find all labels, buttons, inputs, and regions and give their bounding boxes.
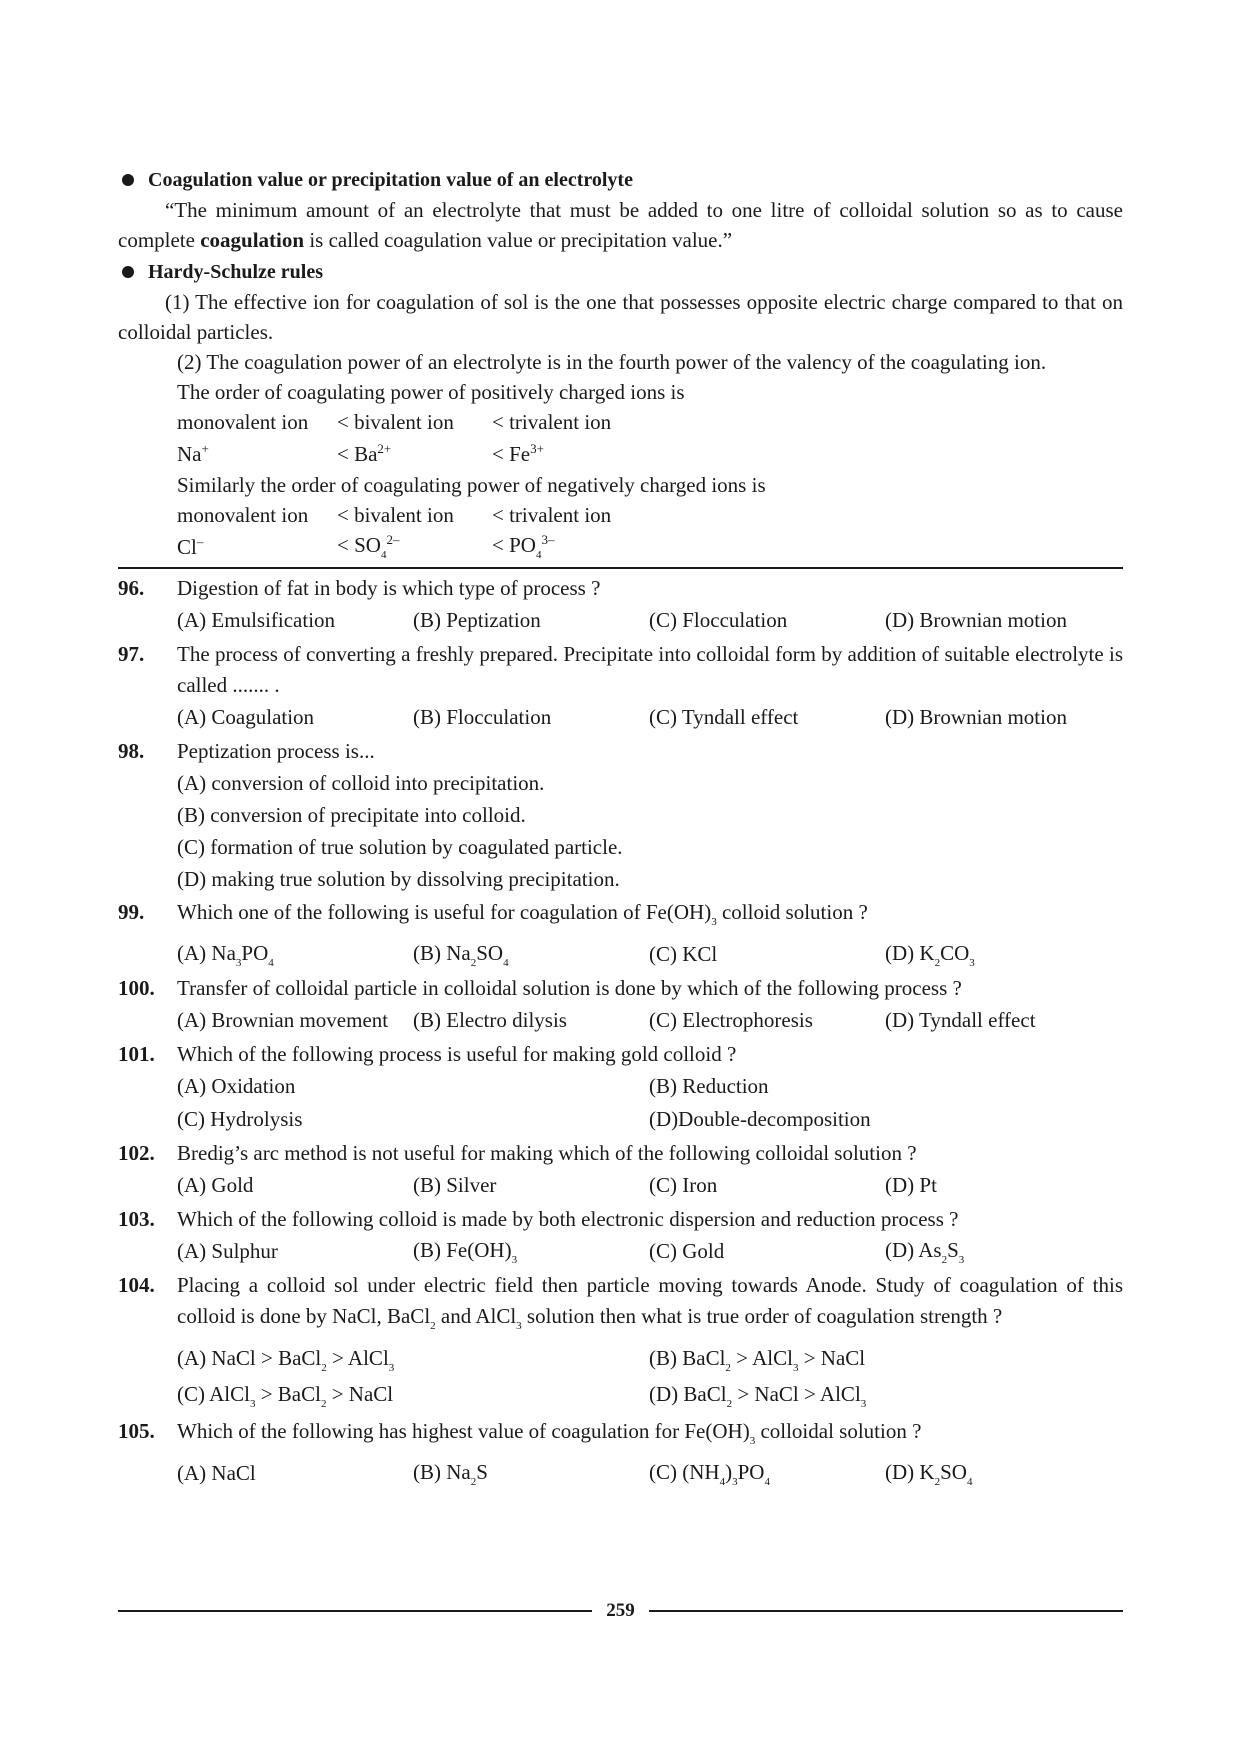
bullet-icon xyxy=(122,174,134,186)
question-96: 96. Digestion of fat in body is which type of process ? xyxy=(118,576,601,600)
option-a: (A) Gold xyxy=(177,1173,254,1197)
bullet-icon xyxy=(122,266,134,278)
question-103: 103. Which of the following colloid is made by both electronic dispersion and reduction process ? xyxy=(118,1207,959,1231)
negative-ions-intro: Similarly the order of coagulating power of negatively charged ions is xyxy=(177,473,766,497)
option-c: (C) Electrophoresis xyxy=(649,1008,813,1032)
option-a: (A) Sulphur xyxy=(177,1239,278,1263)
option-d: (D)Double-decomposition xyxy=(649,1107,871,1131)
option-a: (A) Brownian movement xyxy=(177,1008,389,1032)
negative-order-labels: monovalent ion < bivalent ion < trivalent ion xyxy=(177,502,612,527)
option-c: (C) AlCl$_3$ > BaCl$_2$ > NaCl xyxy=(177,1382,394,1410)
question-97-options xyxy=(118,701,1123,734)
option-a: (A) conversion of colloid into precipitation. xyxy=(177,771,545,795)
option-d: (D) Tyndall effect xyxy=(885,1008,1036,1032)
option-b: (B) BaCl$_2$ > AlCl$_3$ > NaCl xyxy=(649,1346,866,1374)
option-b: (B) Flocculation xyxy=(413,705,552,729)
option-b: (B) Reduction xyxy=(649,1074,769,1098)
question-96-options xyxy=(118,604,1123,637)
question-105: 105. Which of the following has highest value of coagulation for $Fe(OH)_3$ colloidal solution ? xyxy=(118,1419,922,1447)
question-105-options xyxy=(118,1457,1123,1490)
option-d: (D) Brownian motion xyxy=(885,608,1067,632)
question-101-options-row2 xyxy=(118,1103,1123,1136)
option-d: (D) BaCl$_2$ > NaCl > AlCl$_3$ xyxy=(649,1382,867,1410)
option-d: (D) $As_2S_3$ xyxy=(885,1237,965,1266)
option-b: (B) $Na_2S$ xyxy=(413,1459,488,1488)
page-content xyxy=(118,165,1123,1490)
positive-ions-intro: The order of coagulating power of positively charged ions is xyxy=(177,380,685,404)
option-c: (C) formation of true solution by coagulated particle. xyxy=(177,835,623,859)
option-a: (A) $Na_3PO_4$ xyxy=(177,940,274,969)
option-b: (B) $Fe(OH)_3$ xyxy=(413,1237,518,1266)
option-d: (D) Brownian motion xyxy=(885,705,1067,729)
question-97: 97. The process of converting a freshly prepared. Precipitate into colloidal form by addition of suitable electrolyte is called ....... . xyxy=(118,642,1123,697)
question-104-options-row1 xyxy=(118,1342,1123,1378)
option-d: (D) $K_2SO_4$ xyxy=(885,1459,973,1488)
section-divider xyxy=(118,567,1123,569)
section-heading-hardy-schulze: Hardy-Schulze rules xyxy=(118,257,1123,287)
negative-ions-row: Cl– < $SO_4^{2-}$ < $PO_4^{3-}$ xyxy=(177,532,555,561)
page-number: 259 xyxy=(606,1600,635,1621)
option-a: (A) NaCl > BaCl$_2$ > AlCl$_3$ xyxy=(177,1346,395,1374)
option-b: (B) $Na_2SO_4$ xyxy=(413,940,509,969)
option-b: (B) Peptization xyxy=(413,608,541,632)
option-c: (C) KCl xyxy=(649,942,718,966)
question-103-options xyxy=(118,1235,1123,1268)
question-101-options-row1 xyxy=(118,1070,1123,1103)
option-d: (D) $K_2CO_3$ xyxy=(885,940,975,969)
question-101: 101. Which of the following process is useful for making gold colloid ? xyxy=(118,1042,737,1066)
option-a: (A) Coagulation xyxy=(177,705,315,729)
option-d: (D) making true solution by dissolving precipitation. xyxy=(177,867,620,891)
question-104-options-row2 xyxy=(118,1378,1123,1414)
question-99-options xyxy=(118,938,1123,971)
question-99: 99. Which one of the following is useful for coagulation of $Fe(OH)_3$ colloid solution ? xyxy=(118,900,868,928)
footer-rule-right xyxy=(649,1610,1123,1612)
question-98: 98. Peptization process is... xyxy=(118,739,375,763)
rule-2: (2) The coagulation power of an electrolyte is in the fourth power of the valency of the coagulating ion. xyxy=(177,350,1047,374)
page-footer xyxy=(118,1600,1123,1622)
option-c: (C) Flocculation xyxy=(649,608,788,632)
option-c: (C) Tyndall effect xyxy=(649,705,799,729)
option-a: (A) Oxidation xyxy=(177,1074,296,1098)
option-b: (B) conversion of precipitate into colloid. xyxy=(177,803,526,827)
option-a: (A) Emulsification xyxy=(177,608,336,632)
question-100: 100. Transfer of colloidal particle in colloidal solution is done by which of the following process ? xyxy=(118,976,962,1000)
option-b: (B) Silver xyxy=(413,1173,497,1197)
section-heading-coagulation-value: Coagulation value or precipitation value of an electrolyte xyxy=(118,165,1123,195)
option-c: (C) Hydrolysis xyxy=(177,1107,303,1131)
footer-rule-left xyxy=(118,1610,592,1612)
question-102-options xyxy=(118,1169,1123,1202)
rule-1: (1) The effective ion for coagulation of sol is the one that possesses opposite electric charge compared to that on colloidal particles. xyxy=(118,290,1123,344)
question-104: 104. Placing a colloid sol under electric field then particle moving towards Anode. Study of coagulation of this colloid is done by NaCl, BaCl$_2$ and AlCl$_3$ solution then what is true order of coagulation strength ? xyxy=(118,1273,1123,1332)
question-100-options xyxy=(118,1004,1123,1037)
option-d: (D) Pt xyxy=(885,1173,937,1197)
option-c: (C) Iron xyxy=(649,1173,718,1197)
option-a: (A) NaCl xyxy=(177,1461,256,1485)
option-b: (B) Electro dilysis xyxy=(413,1008,567,1032)
positive-order-labels: monovalent ion < bivalent ion < trivalent ion xyxy=(177,409,612,434)
option-c: (C) $(NH_4)_3PO_4$ xyxy=(649,1459,770,1488)
question-102: 102. Bredig’s arc method is not useful for making which of the following colloidal solution ? xyxy=(118,1141,917,1165)
coagulation-definition: “The minimum amount of an electrolyte that must be added to one litre of colloidal solution so as to cause complete coagulation is called coagulation value or precipitation value.” xyxy=(118,198,1123,252)
option-c: (C) Gold xyxy=(649,1239,725,1263)
positive-ions-row: Na+ < $Ba^{2+}$ < $Fe^{3+}$ xyxy=(177,440,544,466)
